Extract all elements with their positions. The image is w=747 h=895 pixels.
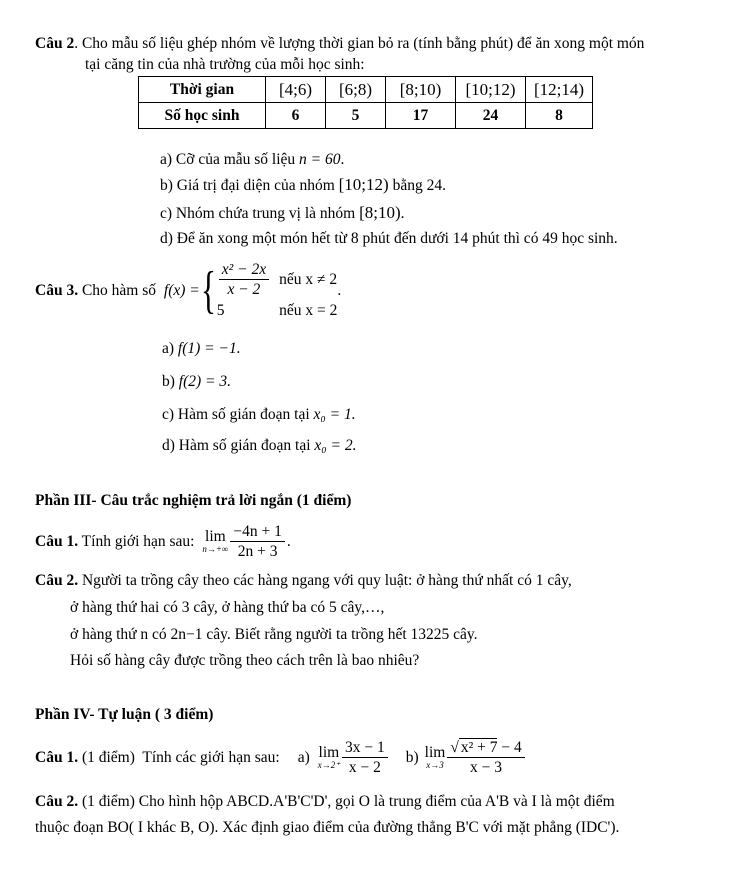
p4-q1 bbox=[35, 738, 527, 777]
statement-text: d) Hàm số gián đoạn tại bbox=[162, 437, 315, 454]
table-cell: [8;10) bbox=[386, 77, 456, 103]
statement-b bbox=[162, 372, 231, 392]
table-cell: Số học sinh bbox=[139, 103, 266, 129]
question-label: Câu 2 bbox=[35, 35, 75, 52]
case-2-value: 5 bbox=[216, 302, 225, 319]
question-text: (1 điểm) Tính các giới hạn sau: bbox=[78, 748, 280, 766]
statement-text: bằng 24. bbox=[388, 177, 446, 194]
p3-q2 bbox=[35, 571, 572, 591]
p3-q2-line: Hỏi số hàng cây được trồng theo cách trên là bao nhiêu? bbox=[70, 652, 420, 669]
limit-b bbox=[406, 738, 527, 777]
question-text: . Cho mẫu số liệu ghép nhóm về lượng thời gian bỏ ra (tính bằng phút) để ăn xong một món bbox=[74, 35, 645, 52]
table-row bbox=[139, 103, 593, 129]
lim-subscript: n→+∞ bbox=[202, 544, 229, 554]
q2-intro-cont: tại căng tin của nhà trường của mỗi học sinh: bbox=[85, 56, 365, 73]
fraction bbox=[342, 738, 388, 777]
table-cell: [6;8) bbox=[326, 77, 386, 103]
item-label: b) bbox=[405, 748, 419, 766]
statement-text: c) Nhóm chứa trung vị là nhóm bbox=[160, 205, 360, 222]
statement-a bbox=[160, 150, 344, 170]
statement-c bbox=[160, 203, 405, 224]
table-cell: Thời gian bbox=[139, 77, 266, 103]
limit bbox=[425, 745, 446, 770]
denominator: x − 2 bbox=[227, 281, 261, 298]
q3-intro bbox=[35, 260, 341, 321]
numerator-rest: − 4 bbox=[497, 739, 522, 756]
question-label: Câu 1. bbox=[35, 748, 79, 766]
period: . bbox=[286, 532, 291, 550]
math: f(1) = −1. bbox=[177, 340, 241, 357]
math: [8;10) bbox=[359, 203, 401, 222]
fraction bbox=[219, 260, 269, 299]
math: x₀ = 2. bbox=[314, 437, 357, 454]
piecewise-fx: f(x) = bbox=[163, 281, 200, 299]
question-text: Người ta trồng cây theo các hàng ngang với quy luật: ở hàng thứ nhất có 1 cây, bbox=[78, 572, 572, 589]
numerator: x² − 2x bbox=[219, 260, 269, 280]
period: . bbox=[337, 281, 342, 299]
q2-intro bbox=[35, 34, 644, 54]
lim-subscript: x→2⁺ bbox=[317, 760, 340, 770]
statement-b bbox=[160, 175, 446, 196]
statement-text: a) bbox=[162, 340, 178, 357]
part4-heading: Phần IV- Tự luận ( 3 điểm) bbox=[35, 706, 214, 723]
brace: { bbox=[200, 261, 216, 319]
denominator: x − 2 bbox=[348, 759, 381, 776]
table-cell: 5 bbox=[326, 103, 386, 129]
statement-a bbox=[162, 339, 241, 359]
p3-q1 bbox=[35, 522, 291, 561]
question-text: Cho hàm số bbox=[78, 281, 160, 299]
radicand: x² + 7 bbox=[460, 739, 498, 756]
fraction bbox=[230, 522, 284, 561]
statement-text: b) bbox=[162, 373, 179, 390]
question-text: (1 điểm) Cho hình hộp ABCD.A'B'C'D', gọi O là trung điểm của A'B và I là một điểm bbox=[78, 793, 615, 810]
limit-a bbox=[298, 738, 390, 777]
statement-text: . bbox=[400, 205, 405, 222]
sqrt-icon: √ bbox=[450, 739, 459, 756]
table-cell: 24 bbox=[456, 103, 526, 129]
p4-q2-line: thuộc đoạn BO( I khác B, O). Xác định giao điểm của đường thẳng B'C với mặt phẳng (IDC'). bbox=[35, 819, 620, 836]
question-label: Câu 2. bbox=[35, 572, 79, 589]
math: f(2) = 3. bbox=[178, 373, 232, 390]
table-cell: 17 bbox=[386, 103, 456, 129]
part3-heading: Phần III- Câu trắc nghiệm trả lời ngắn (1 điểm) bbox=[35, 492, 352, 509]
statement-text: a) Cỡ của mẫu số liệu bbox=[160, 151, 300, 168]
lim-subscript: x→3 bbox=[426, 760, 444, 770]
lim-text: lim bbox=[318, 744, 340, 761]
table-cell: 6 bbox=[266, 103, 326, 129]
statement-d bbox=[162, 436, 357, 456]
table-cell: [10;12) bbox=[456, 77, 526, 103]
table-cell: [12;14) bbox=[526, 77, 593, 103]
math: n = 60 bbox=[299, 151, 341, 168]
table-cell: 8 bbox=[526, 103, 593, 129]
limit bbox=[202, 529, 228, 554]
numerator: 3x − 1 bbox=[342, 738, 388, 758]
statement-text: b) Giá trị đại diện của nhóm bbox=[160, 177, 339, 194]
statement-d bbox=[160, 229, 618, 249]
frequency-table bbox=[138, 76, 593, 129]
limit bbox=[318, 745, 340, 770]
case-2-condition: nếu x = 2 bbox=[279, 302, 338, 319]
numerator: −4n + 1 bbox=[230, 522, 284, 542]
lim-text: lim bbox=[424, 744, 446, 761]
question-label: Câu 1. bbox=[35, 532, 79, 550]
p4-q2 bbox=[35, 792, 615, 812]
lim-text: lim bbox=[205, 528, 226, 545]
piecewise-cases bbox=[217, 260, 338, 321]
math: x₀ = 1. bbox=[313, 406, 356, 423]
question-text: Tính giới hạn sau: bbox=[78, 532, 199, 550]
numerator bbox=[447, 738, 524, 758]
statement-c bbox=[162, 405, 356, 425]
math: [10;12) bbox=[338, 175, 389, 194]
question-label: Câu 3. bbox=[35, 281, 79, 299]
item-label: a) bbox=[297, 748, 310, 766]
p3-q2-line: ở hàng thứ hai có 3 cây, ở hàng thứ ba có 5 cây,…, bbox=[70, 599, 385, 616]
denominator: x − 3 bbox=[470, 759, 503, 776]
case-1-condition: nếu x ≠ 2 bbox=[279, 270, 338, 288]
question-label: Câu 2. bbox=[35, 793, 79, 810]
fraction bbox=[447, 738, 524, 777]
p3-q2-line: ở hàng thứ n có 2n−1 cây. Biết rằng người ta trồng hết 13225 cây. bbox=[70, 626, 478, 643]
denominator: 2n + 3 bbox=[237, 543, 278, 560]
statement-text: c) Hàm số gián đoạn tại bbox=[162, 406, 314, 423]
table-row bbox=[139, 77, 593, 103]
table-cell: [4;6) bbox=[266, 77, 326, 103]
statement-text: . bbox=[340, 151, 345, 168]
statement-text: d) Để ăn xong một món hết từ 8 phút đến dưới 14 phút thì có 49 học sinh. bbox=[160, 230, 618, 247]
